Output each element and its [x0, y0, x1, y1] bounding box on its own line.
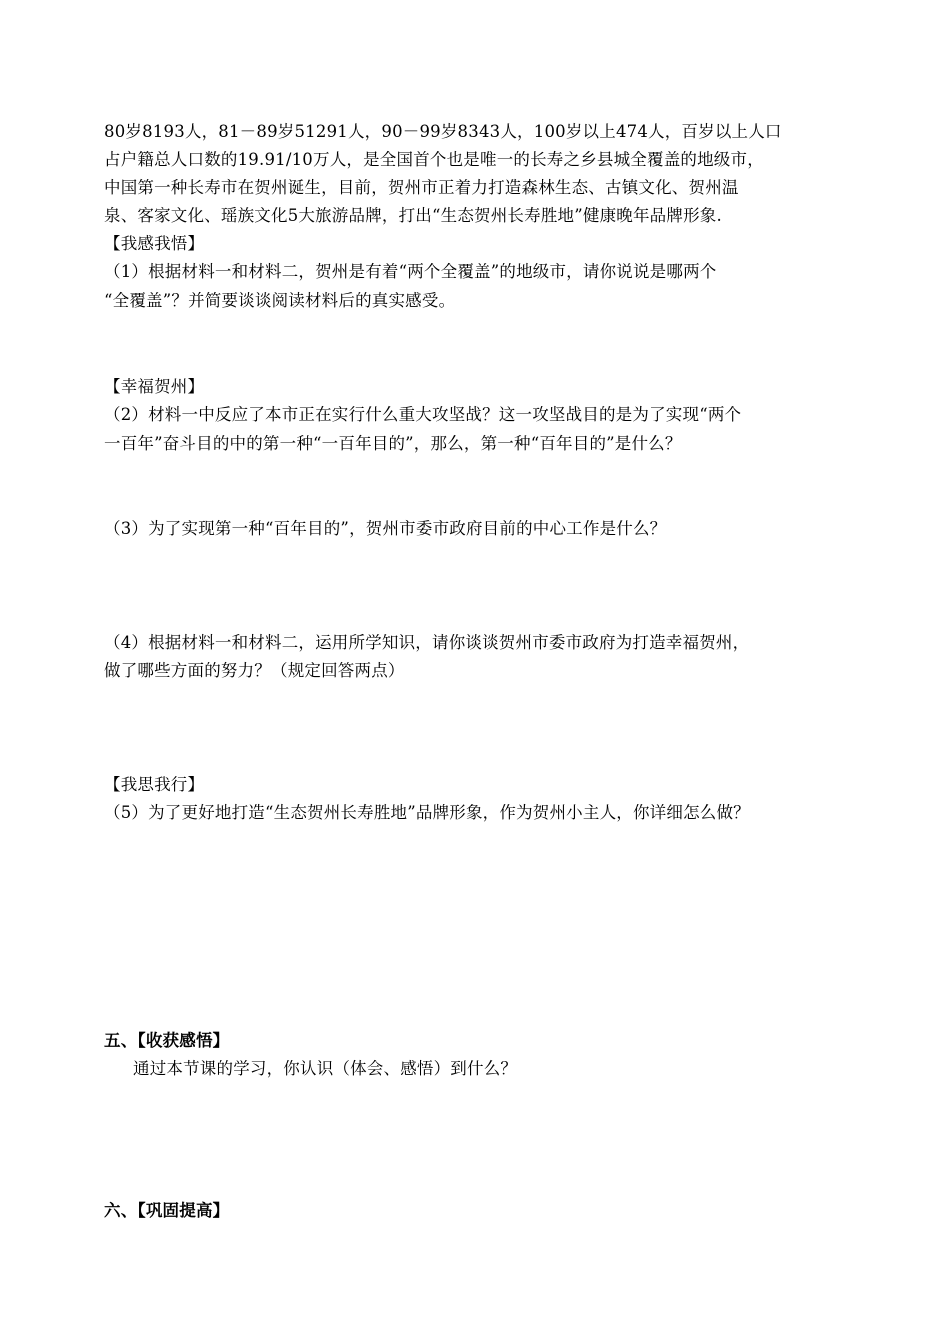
- material-line-3: 中国第一种长寿市在贺州诞生，目前，贺州市正着力打造森林生态、古镇文化、贺州温: [104, 178, 739, 197]
- material-line-2: 占户籍总人口数的19.91/10万人，是全国首个也是唯一的长寿之乡县城全覆盖的地级市，: [104, 150, 764, 169]
- material-line-1: 80岁8193人，81－89岁51291人，90－99岁8343人，100岁以上474人，百岁以上人口: [104, 122, 782, 141]
- question-2-line-2: 一百年”奋斗目的中的第一种“一百年目的”，那么，第一种“百年目的”是什么？: [104, 434, 682, 453]
- question-1-line-2: “全覆盖”？并简要谈谈阅读材料后的真实感受。: [104, 291, 456, 310]
- section-heading-think: 【我思我行】: [104, 775, 205, 794]
- question-2-line-1: （2）材料一中反应了本市正在实行什么重大攻坚战？这一攻坚战目的是为了实现“两个: [104, 405, 742, 424]
- question-4-line-2: 做了哪些方面的努力？（规定回答两点）: [104, 661, 405, 680]
- section-heading-five: 五、【收获感悟】: [104, 1031, 230, 1050]
- question-4-line-1: （4）根据材料一和材料二，运用所学知识，请你谈谈贺州市委市政府为打造幸福贺州，: [104, 633, 750, 652]
- question-5-line-1: （5）为了更好地打造“生态贺州长寿胜地”品牌形象，作为贺州小主人，你详细怎么做？: [104, 803, 750, 822]
- question-1-line-1: （1）根据材料一和材料二，贺州是有着“两个全覆盖”的地级市，请你说说是哪两个: [104, 262, 717, 281]
- question-3-line-1: （3）为了实现第一种“百年目的”，贺州市委市政府目前的中心工作是什么？: [104, 519, 667, 538]
- section-heading-six: 六、【巩固提高】: [104, 1201, 230, 1220]
- section-five-prompt: 通过本节课的学习，你认识（体会、感悟）到什么？: [133, 1059, 518, 1078]
- section-heading-feel: 【我感我悟】: [104, 234, 205, 253]
- section-heading-happy: 【幸福贺州】: [104, 377, 205, 396]
- material-line-4: 泉、客家文化、瑶族文化5大旅游品牌，打出“生态贺州长寿胜地”健康晚年品牌形象.: [104, 206, 722, 225]
